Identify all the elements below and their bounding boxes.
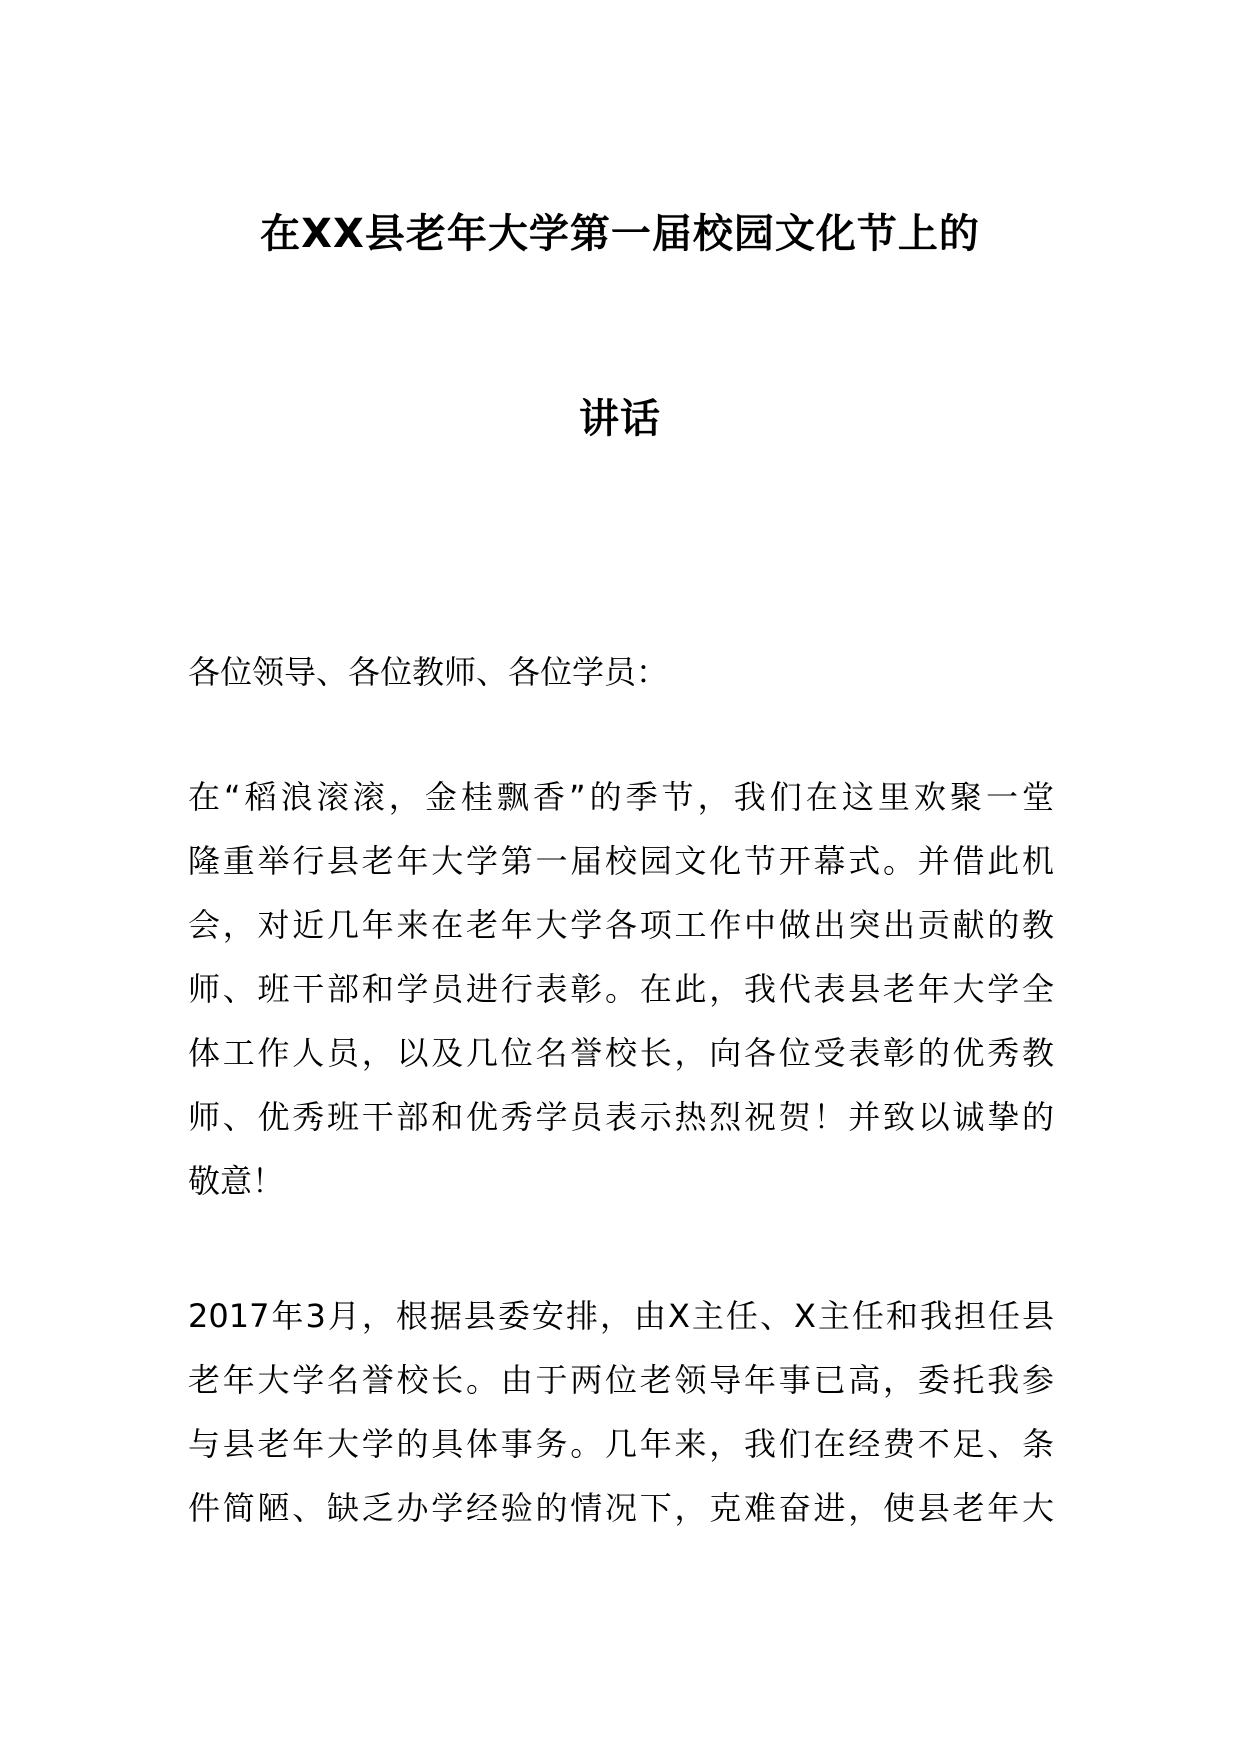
paragraph-line: 敬意！ xyxy=(188,1162,285,1200)
paragraph-line: 体工作人员，以及几位名誉校长，向各位受表彰的优秀教 xyxy=(188,1034,1054,1072)
paragraph-line: 件简陋、缺乏办学经验的情况下，克难奋进，使县老年大 xyxy=(188,1489,1054,1527)
paragraph-line: 隆重举行县老年大学第一届校园文化节开幕式。并借此机 xyxy=(188,842,1054,880)
paragraph-1 xyxy=(188,765,1054,1213)
paragraph-line: 在“稻浪滚滚，金桂飘香”的季节，我们在这里欢聚一堂 xyxy=(188,778,1054,816)
document-title-line-2: 讲话 xyxy=(579,396,661,442)
document-title-line-1: 在XX县老年大学第一届校园文化节上的 xyxy=(260,211,980,257)
paragraph-2 xyxy=(188,1284,1054,1540)
paragraph-line: 师、优秀班干部和优秀学员表示热烈祝贺！并致以诚挚的 xyxy=(188,1098,1054,1136)
paragraph-line: 2017年3月，根据县委安排，由X主任、X主任和我担任县 xyxy=(188,1297,1054,1335)
salutation-text: 各位领导、各位教师、各位学员： xyxy=(188,653,669,691)
paragraph-line: 老年大学名誉校长。由于两位老领导年事已高，委托我参 xyxy=(188,1361,1054,1399)
salutation xyxy=(188,640,1054,704)
paragraph-line: 师、班干部和学员进行表彰。在此，我代表县老年大学全 xyxy=(188,970,1054,1008)
paragraph-line: 会，对近几年来在老年大学各项工作中做出突出贡献的教 xyxy=(188,906,1054,944)
paragraph-line: 与县老年大学的具体事务。几年来，我们在经费不足、条 xyxy=(188,1425,1054,1463)
